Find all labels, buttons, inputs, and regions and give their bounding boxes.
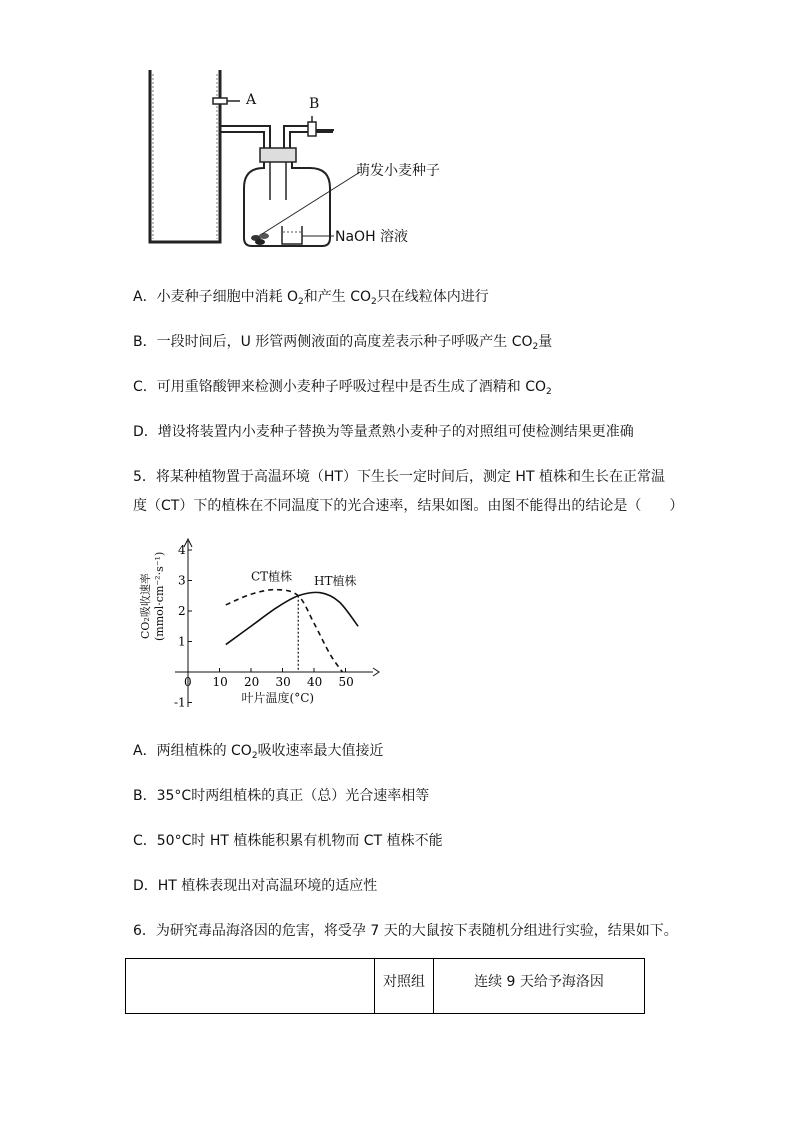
q5-stem-line1: 5．将某种植物置于高温环境（HT）下生长一定时间后，测定 HT 植株和生长在正常温 bbox=[133, 469, 665, 485]
table-row bbox=[126, 959, 645, 1014]
q5-stem-line2: 度（CT）下的植株在不同温度下的光合速率，结果如图。由图不能得出的结论是（ ） bbox=[133, 498, 684, 514]
y-tick-label: 2 bbox=[178, 604, 186, 618]
x-tick-label: 0 bbox=[184, 675, 192, 689]
table-cell bbox=[126, 959, 375, 1014]
experiment-table bbox=[125, 958, 645, 1014]
q5-option-b: B．35°C时两组植株的真正（总）光合速率相等 bbox=[133, 788, 430, 804]
y-tick-label: -1 bbox=[174, 695, 186, 710]
x-tick-label: 20 bbox=[244, 675, 260, 689]
q6-stem: 6．为研究毒品海洛因的危害，将受孕 7 天的大鼠按下表随机分组进行实验，结果如下。 bbox=[133, 923, 678, 939]
label-valve-b: B bbox=[309, 96, 320, 112]
q5-option-c: C．50°C时 HT 植株能积累有机物而 CT 植株不能 bbox=[133, 833, 443, 849]
x-axis-arrow bbox=[373, 668, 379, 676]
y-axis-title-line2: (mmol·cm⁻²·s⁻¹) bbox=[153, 551, 166, 641]
x-tick-label: 50 bbox=[338, 675, 354, 689]
y-tick-label: 4 bbox=[178, 543, 186, 557]
y-tick-label: 3 bbox=[178, 573, 186, 588]
photosynthesis-chart bbox=[135, 535, 385, 715]
table-cell: 对照组 bbox=[375, 959, 434, 1014]
y-axis-title-line1: CO₂吸收速率 bbox=[139, 573, 152, 639]
q4-option-b: B．一段时间后，U 形管两侧液面的高度差表示种子呼吸产生 $CO_2$量 bbox=[133, 334, 553, 352]
label-seeds: 萌发小麦种子 bbox=[356, 163, 440, 179]
q5-option-a: A．两组植株的 $CO_2$吸收速率最大值接近 bbox=[133, 743, 384, 761]
ht-series-line bbox=[226, 592, 358, 644]
ct-series-line bbox=[226, 590, 343, 672]
q4-option-c: C．可用重铬酸钾来检测小麦种子呼吸过程中是否生成了酒精和 $CO_2$ bbox=[133, 379, 552, 397]
table-cell: 连续 9 天给予海洛因 bbox=[434, 959, 645, 1014]
label-naoh: NaOH 溶液 bbox=[335, 229, 409, 245]
q4-option-a: A．小麦种子细胞中消耗 $O_2$和产生 $CO_2$只在线粒体内进行 bbox=[133, 289, 489, 307]
seeds-icon bbox=[251, 233, 269, 245]
q5-option-d: D．HT 植株表现出对高温环境的适应性 bbox=[133, 878, 378, 894]
q4-option-d: D．增设将装置内小麦种子替换为等量煮熟小麦种子的对照组可使检测结果更准确 bbox=[133, 424, 634, 440]
x-tick-label: 30 bbox=[275, 675, 291, 689]
y-tick-label: 1 bbox=[178, 634, 186, 649]
label-valve-a: A bbox=[246, 92, 257, 108]
ht-series-label: HT植株 bbox=[314, 574, 357, 589]
ct-series-label: CT植株 bbox=[251, 569, 293, 584]
x-axis-title: 叶片温度(°C) bbox=[241, 691, 315, 705]
x-tick-label: 40 bbox=[307, 675, 323, 689]
x-tick-label: 10 bbox=[212, 675, 228, 689]
